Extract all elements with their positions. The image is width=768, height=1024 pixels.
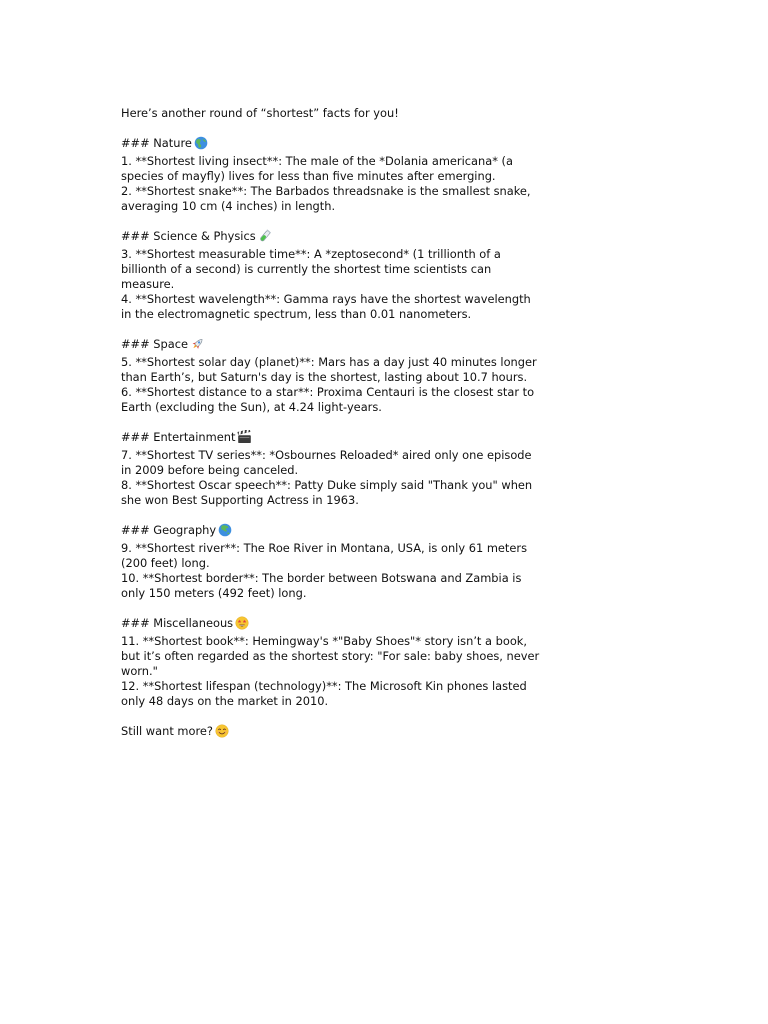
- list-item: 5. **Shortest solar day (planet)**: Mars has a day just 40 minutes longer than Earth’s, but Saturn's day is the shortest, lasting about 10.7 hours.: [121, 355, 537, 384]
- list-item: 4. **Shortest wavelength**: Gamma rays have the shortest wavelength in the electromagnetic spectrum, less than 0.01 nanometers.: [121, 292, 531, 321]
- list-item: 7. **Shortest TV series**: *Osbournes Reloaded* aired only one episode in 2009 before being canceled.: [121, 448, 532, 477]
- closing-line: Still want more?: [121, 724, 541, 742]
- section-heading: ### Miscellaneous: [121, 616, 541, 634]
- intro-text: Here’s another round of “shortest” facts for you!: [121, 106, 399, 120]
- list-item: 12. **Shortest lifespan (technology)**: The Microsoft Kin phones lasted only 48 days on the market in 2010.: [121, 679, 527, 708]
- earth-globe-asia-icon: [218, 523, 232, 541]
- section-nature: [121, 136, 541, 214]
- section-miscellaneous: [121, 616, 541, 709]
- test-tube-icon: [258, 229, 272, 247]
- section-heading: ### Science & Physics: [121, 229, 541, 247]
- list-item: 2. **Shortest snake**: The Barbados threadsnake is the smallest snake, averaging 10 cm (4 inches) in length.: [121, 184, 531, 213]
- section-geography: [121, 523, 541, 601]
- section-heading: ### Entertainment: [121, 430, 541, 448]
- clapper-board-icon: [237, 430, 252, 448]
- section-heading: ### Nature: [121, 136, 541, 154]
- rocket-icon: [190, 337, 205, 355]
- list-item: 10. **Shortest border**: The border between Botswana and Zambia is only 150 meters (492 feet) long.: [121, 571, 522, 600]
- list-item: 9. **Shortest river**: The Roe River in Montana, USA, is only 61 meters (200 feet) long.: [121, 541, 528, 570]
- list-item: 11. **Shortest book**: Hemingway's *"Baby Shoes"* story isn’t a book, but it’s often regarded as the shortest story: "For sale: baby shoes, never worn.": [121, 634, 540, 678]
- section-heading: ### Space: [121, 337, 541, 355]
- list-item: 6. **Shortest distance to a star**: Proxima Centauri is the closest star to Earth (excluding the Sun), at 4.24 light-years.: [121, 385, 535, 414]
- list-item: 8. **Shortest Oscar speech**: Patty Duke simply said "Thank you" when she won Best Supporting Actress in 1963.: [121, 478, 533, 507]
- list-item: 1. **Shortest living insect**: The male of the *Dolania americana* (a species of mayfly) lives for less than five minutes after emerging.: [121, 154, 513, 183]
- smiling-face-icon: [215, 724, 229, 742]
- star-struck-face-icon: [235, 616, 249, 634]
- earth-globe-americas-icon: [194, 136, 208, 154]
- document-body: [121, 106, 541, 742]
- section-heading: ### Geography: [121, 523, 541, 541]
- list-item: 3. **Shortest measurable time**: A *zeptosecond* (1 trillionth of a billionth of a second) is currently the shortest time scientists can measure.: [121, 247, 501, 291]
- section-space: [121, 337, 541, 415]
- section-entertainment: [121, 430, 541, 508]
- section-science-physics: [121, 229, 541, 322]
